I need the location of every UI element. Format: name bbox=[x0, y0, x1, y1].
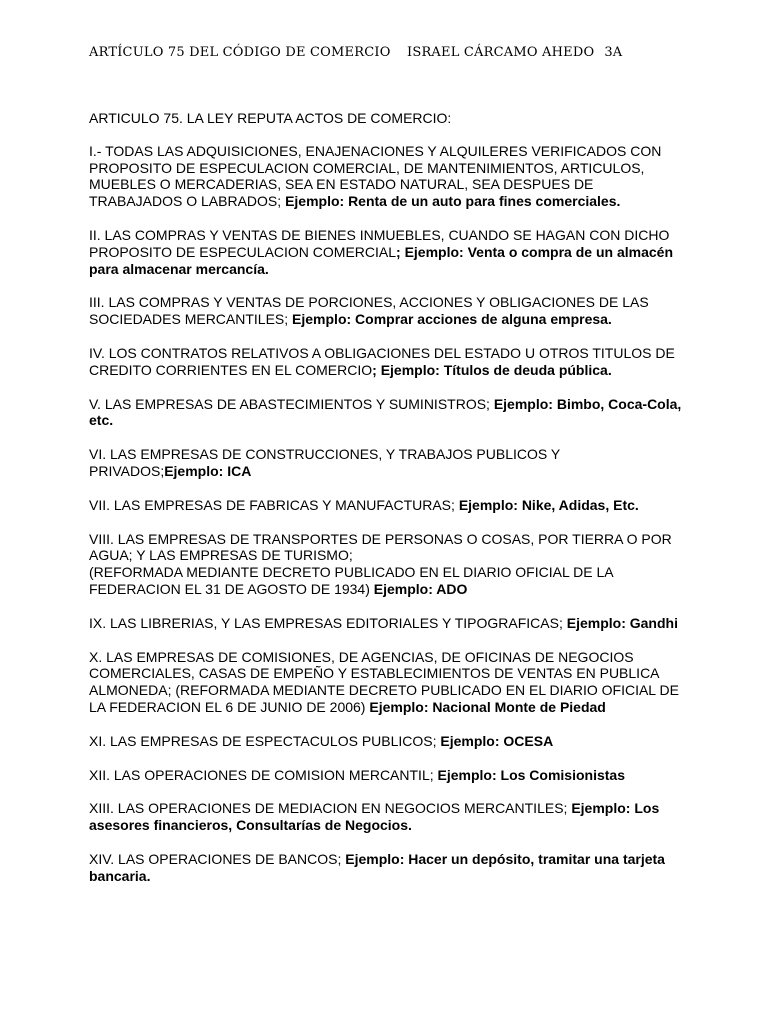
article-item bbox=[89, 143, 689, 210]
article-item-text: LA FEDERACION EL 6 DE JUNIO DE 2006) bbox=[89, 698, 370, 715]
header-title: ARTÍCULO 75 DEL CÓDIGO DE COMERCIO bbox=[89, 45, 391, 60]
article-item-text: AGUA; Y LAS EMPRESAS DE TURISMO; bbox=[89, 547, 353, 564]
article-item-text: XIV. LAS OPERACIONES DE BANCOS; bbox=[89, 850, 346, 867]
article-item-text: MUEBLES O MERCADERIAS, SEA EN ESTADO NATURAL, SEA DESPUES DE bbox=[89, 176, 594, 193]
article-item-example: Ejemplo: ADO bbox=[373, 580, 468, 597]
article-item bbox=[89, 497, 689, 514]
article-item bbox=[89, 615, 689, 632]
article-item-text: FEDERACION EL 31 DE AGOSTO DE 1934) bbox=[89, 580, 374, 597]
article-item-text: X. LAS EMPRESAS DE COMISIONES, DE AGENCIAS, DE OFICINAS DE NEGOCIOS bbox=[89, 648, 634, 665]
article-item-text: TRABAJADOS O LABRADOS; bbox=[89, 193, 286, 210]
article-item-example: Ejemplo: Los asesores financieros, Consultarías de Negocios. bbox=[89, 800, 660, 834]
article-item-example: Ejemplo: Hacer un depósito, tramitar una tarjeta bancaria. bbox=[89, 850, 665, 884]
article-item bbox=[89, 227, 689, 277]
article-item bbox=[89, 446, 689, 480]
article-item-text: VIII. LAS EMPRESAS DE TRANSPORTES DE PERSONAS O COSAS, POR TIERRA O POR bbox=[89, 530, 672, 547]
article-item-example: Ejemplo: Nike, Adidas, Etc. bbox=[458, 496, 639, 513]
article-item bbox=[89, 649, 689, 716]
article-item bbox=[89, 800, 689, 834]
article-item-example: Ejemplo: OCESA bbox=[440, 732, 554, 749]
article-item-text: (REFORMADA MEDIANTE DECRETO PUBLICADO EN EL DIARIO OFICIAL DE LA bbox=[89, 564, 614, 581]
article-item bbox=[89, 396, 689, 430]
article-item-text: SOCIEDADES MERCANTILES; bbox=[89, 311, 293, 328]
article-item-text: VII. LAS EMPRESAS DE FABRICAS Y MANUFACTURAS; bbox=[89, 496, 459, 513]
article-item bbox=[89, 767, 689, 784]
article-item-text: CREDITO CORRIENTES EN EL COMERCIO bbox=[89, 361, 373, 378]
article-item-example: Ejemplo: Renta de un auto para fines comerciales. bbox=[285, 193, 621, 210]
article-item-text: PROPOSITO DE ESPECULACION COMERCIAL bbox=[89, 243, 397, 260]
article-item-text: XI. LAS EMPRESAS DE ESPECTACULOS PUBLICOS; bbox=[89, 732, 441, 749]
article-item-text: COMERCIALES, CASAS DE EMPEÑO Y ESTABLECIMIENTOS DE VENTAS EN PUBLICA bbox=[89, 665, 660, 682]
article-item-example: ; Ejemplo: Venta o compra de un almacén para almacenar mercancía. bbox=[89, 243, 673, 277]
article-item-example: Ejemplo: Los Comisionistas bbox=[437, 766, 625, 783]
header-author-block bbox=[407, 45, 622, 60]
header-author: ISRAEL CÁRCAMO AHEDO bbox=[407, 45, 595, 60]
article-item bbox=[89, 531, 689, 598]
article-item-text: XII. LAS OPERACIONES DE COMISION MERCANTIL; bbox=[89, 766, 438, 783]
article-item-text: PROPOSITO DE ESPECULACION COMERCIAL, DE MANTENIMIENTOS, ARTICULOS, bbox=[89, 159, 645, 176]
article-item bbox=[89, 733, 689, 750]
article-item-text: I.- TODAS LAS ADQUISICIONES, ENAJENACIONES Y ALQUILERES VERIFICADOS CON bbox=[89, 142, 662, 159]
article-item-text: IX. LAS LIBRERIAS, Y LAS EMPRESAS EDITORIALES Y TIPOGRAFICAS; bbox=[89, 614, 567, 631]
header-grade: 3A bbox=[604, 45, 623, 60]
article-item bbox=[89, 851, 689, 885]
article-item-text: ALMONEDA; (REFORMADA MEDIANTE DECRETO PUBLICADO EN EL DIARIO OFICIAL DE bbox=[89, 682, 679, 699]
article-item-example: Ejemplo: Nacional Monte de Piedad bbox=[369, 698, 606, 715]
article-item-text: VI. LAS EMPRESAS DE CONSTRUCCIONES, Y TRABAJOS PUBLICOS Y PRIVADOS; bbox=[89, 446, 560, 479]
article-item-example: Ejemplo: ICA bbox=[164, 462, 252, 479]
article-item-text: IV. LOS CONTRATOS RELATIVOS A OBLIGACIONES DEL ESTADO U OTROS TITULOS DE bbox=[89, 344, 675, 361]
article-item-list bbox=[89, 143, 689, 885]
article-item-example: Ejemplo: Bimbo, Coca-Cola, etc. bbox=[89, 395, 682, 429]
intro-heading: ARTICULO 75. LA LEY REPUTA ACTOS DE COMERCIO: bbox=[89, 110, 452, 126]
article-item-example: Ejemplo: Gandhi bbox=[566, 614, 678, 631]
document-body bbox=[89, 110, 689, 902]
article-item bbox=[89, 294, 689, 328]
article-item-example: ; Ejemplo: Títulos de deuda pública. bbox=[372, 361, 612, 378]
article-item-text: III. LAS COMPRAS Y VENTAS DE PORCIONES, ACCIONES Y OBLIGACIONES DE LAS bbox=[89, 294, 649, 311]
article-item-example: Ejemplo: Comprar acciones de alguna empresa. bbox=[292, 311, 612, 328]
article-item-text: XIII. LAS OPERACIONES DE MEDIACION EN NEGOCIOS MERCANTILES; bbox=[89, 800, 572, 817]
article-item-text: V. LAS EMPRESAS DE ABASTECIMIENTOS Y SUMINISTROS; bbox=[89, 395, 494, 412]
article-item bbox=[89, 345, 689, 379]
article-item-text: II. LAS COMPRAS Y VENTAS DE BIENES INMUEBLES, CUANDO SE HAGAN CON DICHO bbox=[89, 226, 670, 243]
